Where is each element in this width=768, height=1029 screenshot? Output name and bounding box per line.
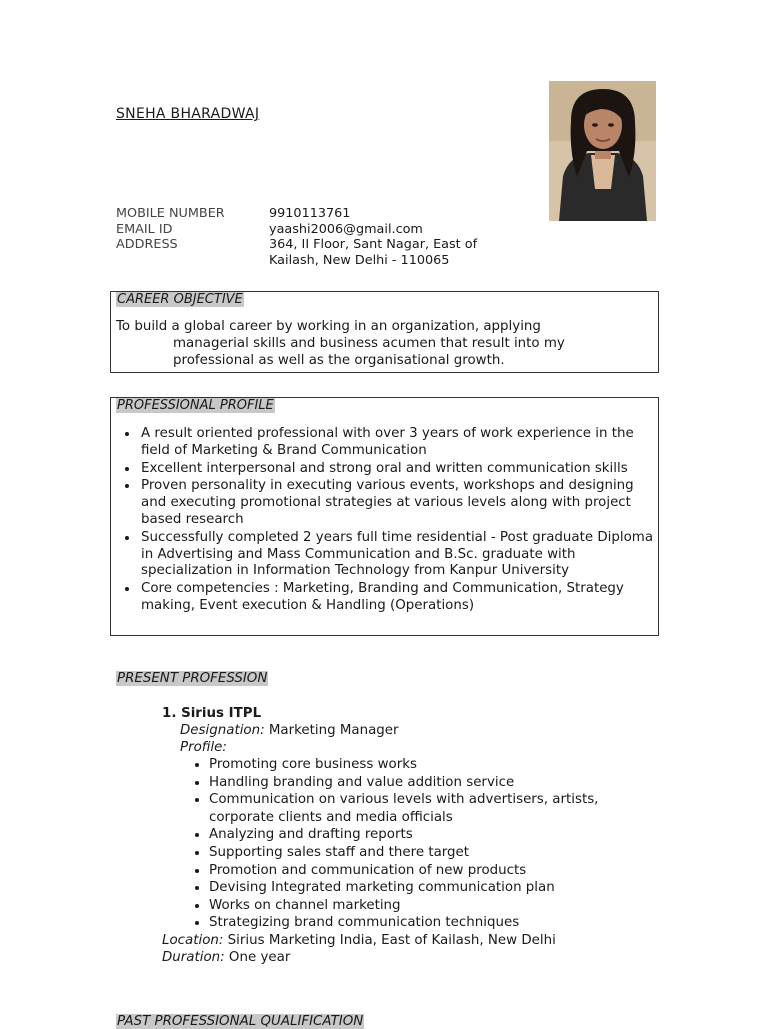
list-item: • Handling branding and value addition service	[209, 774, 642, 792]
professional-profile-box	[110, 397, 659, 636]
list-item: • Analyzing and drafting reports	[209, 826, 642, 844]
address-label: ADDRESS	[116, 237, 178, 252]
candidate-name: SNEHA BHARADWAJ	[116, 106, 260, 122]
duration-label: Duration:	[162, 949, 225, 965]
email-label: EMAIL ID	[116, 221, 173, 237]
past-qualification-heading: PAST PROFESSIONAL QUALIFICATION	[117, 1014, 364, 1029]
objective-line-1: To build a global career by working in an organization, applying	[116, 319, 541, 334]
present-profession-heading-wrap	[116, 671, 268, 686]
list-item: • Promotion and communication of new products	[209, 862, 642, 880]
list-item: • Communication on various levels with advertisers, artists, corporate clients and media officials	[209, 791, 642, 826]
present-profession-heading: PRESENT PROFESSION	[117, 671, 268, 686]
objective-line-2: managerial skills and business acumen that result into my	[173, 336, 565, 351]
list-item: • Successfully completed 2 years full time residential - Post graduate Diploma in Advertising and Mass Communication and B.Sc. graduate with specialization in Information Technology from Kanpur University	[139, 530, 658, 580]
job-entry	[162, 705, 642, 966]
mobile-label: MOBILE NUMBER	[116, 206, 225, 221]
list-item: • Excellent interpersonal and strong oral and written communication skills	[139, 461, 658, 478]
location-row	[162, 932, 642, 949]
past-qualification-heading-wrap	[116, 1014, 364, 1029]
list-item: • Core competencies : Marketing, Branding and Communication, Strategy making, Event execution & Handling (Operations)	[139, 581, 658, 615]
career-objective-heading: CAREER OBJECTIVE	[117, 292, 243, 307]
list-item: • Strategizing brand communication techniques	[209, 914, 642, 932]
profile-label: Profile:	[180, 740, 227, 755]
career-objective-text	[116, 318, 658, 369]
duration-value: One year	[224, 949, 291, 965]
company-name: 1. Sirius ITPL	[162, 706, 262, 721]
list-item: • Supporting sales staff and there target	[209, 844, 642, 862]
profile-label-row	[162, 739, 642, 756]
profile-photo	[549, 81, 656, 221]
designation-row	[162, 722, 642, 739]
address-line-2: Kailash, New Delhi - 110065	[269, 252, 450, 268]
professional-profile-heading: PROFESSIONAL PROFILE	[117, 398, 274, 413]
duration-row	[162, 949, 642, 966]
list-item: • Works on channel marketing	[209, 897, 642, 915]
duties-list	[162, 756, 642, 932]
profile-list	[111, 426, 658, 615]
designation-label: Designation:	[180, 723, 265, 738]
profile-photo-icon	[549, 81, 656, 221]
list-item: • A result oriented professional with over 3 years of work experience in the field of Marketing & Brand Communication	[139, 426, 658, 460]
list-item: • Proven personality in executing various events, workshops and designing and executing promotional strategies at various levels along with project based research	[139, 478, 658, 528]
contact-details	[116, 206, 484, 268]
list-item: • Devising Integrated marketing communication plan	[209, 879, 642, 897]
address-line-1: 364, II Floor, Sant Nagar, East of	[269, 237, 478, 252]
email-value: yaashi2006@gmail.com	[269, 221, 423, 237]
location-value: Sirius Marketing India, East of Kailash, New Delhi	[223, 932, 556, 948]
list-item: • Promoting core business works	[209, 756, 642, 774]
location-label: Location:	[162, 932, 224, 948]
mobile-value: 9910113761	[269, 206, 351, 221]
career-objective-box	[110, 291, 659, 373]
designation-value: Marketing Manager	[264, 723, 399, 738]
objective-line-3: professional as well as the organisational growth.	[173, 353, 505, 368]
